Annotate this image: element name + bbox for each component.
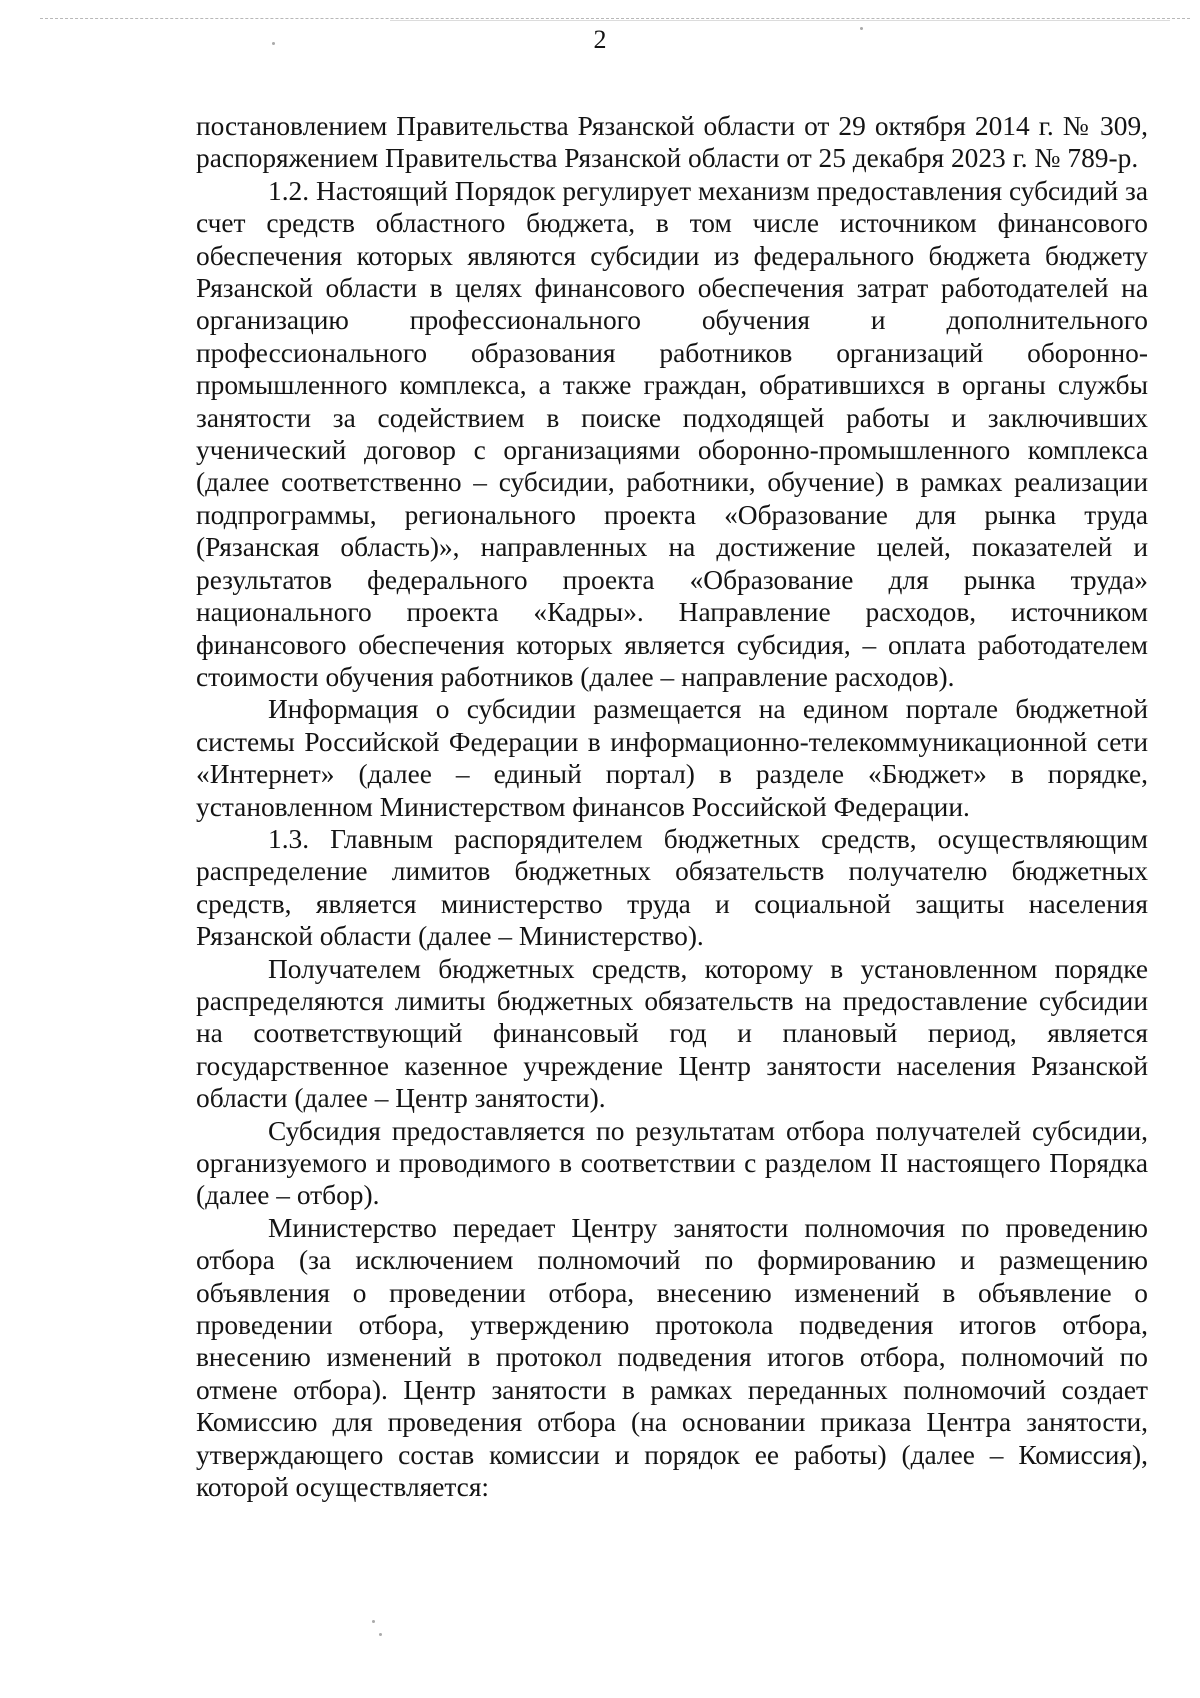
scan-speck xyxy=(272,42,275,45)
paragraph-recipient: Получателем бюджетных средств, которому в установленном порядке распределяются лимиты бюджетных обязательств на предоставление субсидии на соответствующий финансовый год и плановый период, является государственное казенное учреждение Центр занятости населения Рязанской области (далее – Центр занятости). xyxy=(196,953,1148,1114)
paragraph-continuation: постановлением Правительства Рязанской области от 29 октября 2014 г. № 309, распоряжением Правительства Рязанской области от 25 декабря 2023 г. № 789-р. xyxy=(196,111,1148,174)
scan-top-line xyxy=(390,20,1170,21)
paragraph-commission: Министерство передает Центру занятости полномочия по проведению отбора (за исключением полномочий по формированию и размещению объявления о проведении отбора, внесению изменений в объявление о проведении отбора, утверждению протокола подведения итогов отбора, внесению изменений в протокол подведения итогов отбора, полномочий по отмене отбора). Центр занятости в рамках переданных полномочий создает Комиссию для проведения отбора (на основании приказа Центра занятости, утверждающего состав комиссии и порядок ее работы) (далее – Комиссия), которой осуществляется: xyxy=(196,1212,1148,1503)
paragraph-1-2: 1.2. Настоящий Порядок регулирует механизм предоставления субсидий за счет средств областного бюджета, в том числе источником финансового обеспечения которых являются субсидии из федерального бюджета бюджету Рязанской области в целях финансового обеспечения затрат работодателей на организацию профессионального обучения и дополнительного профессионального образования работников организаций оборонно-промышленного комплекса, а также граждан, обратившихся в органы службы занятости за содействием в поиске подходящей работы и заключивших ученический договор с организациями оборонно-промышленного комплекса (далее соответственно – субсидии, работники, обучение) в рамках реализации подпрограммы, регионального проекта «Образование для рынка труда (Рязанская область)», направленных на достижение целей, показателей и результатов федерального проекта «Образование для рынка труда» национального проекта «Кадры». Направление расходов, источником финансового обеспечения которых является субсидия, – оплата работодателем стоимости обучения работников (далее – направление расходов). xyxy=(196,175,1148,692)
paragraph-1-3: 1.3. Главным распорядителем бюджетных средств, осуществляющим распределение лимитов бюджетных обязательств получателю бюджетных средств, является министерство труда и социальной защиты населения Рязанской области (далее – Министерство). xyxy=(196,823,1148,952)
paragraph-info-portal: Информация о субсидии размещается на едином портале бюджетной системы Российской Федерации в информационно-телекоммуникационной сети «Интернет» (далее – единый портал) в разделе «Бюджет» в порядке, установленном Министерством финансов Российской Федерации. xyxy=(196,694,1148,822)
document-body xyxy=(196,110,1148,1503)
scan-speck xyxy=(372,1620,375,1623)
scan-top-edge xyxy=(40,18,1190,19)
scan-speck xyxy=(860,27,863,30)
page-number: 2 xyxy=(593,25,607,54)
scan-speck xyxy=(379,1633,382,1636)
paragraph-selection: Субсидия предоставляется по результатам отбора получателей субсидии, организуемого и проводимого в соответствии с разделом II настоящего Порядка (далее – отбор). xyxy=(196,1115,1148,1211)
